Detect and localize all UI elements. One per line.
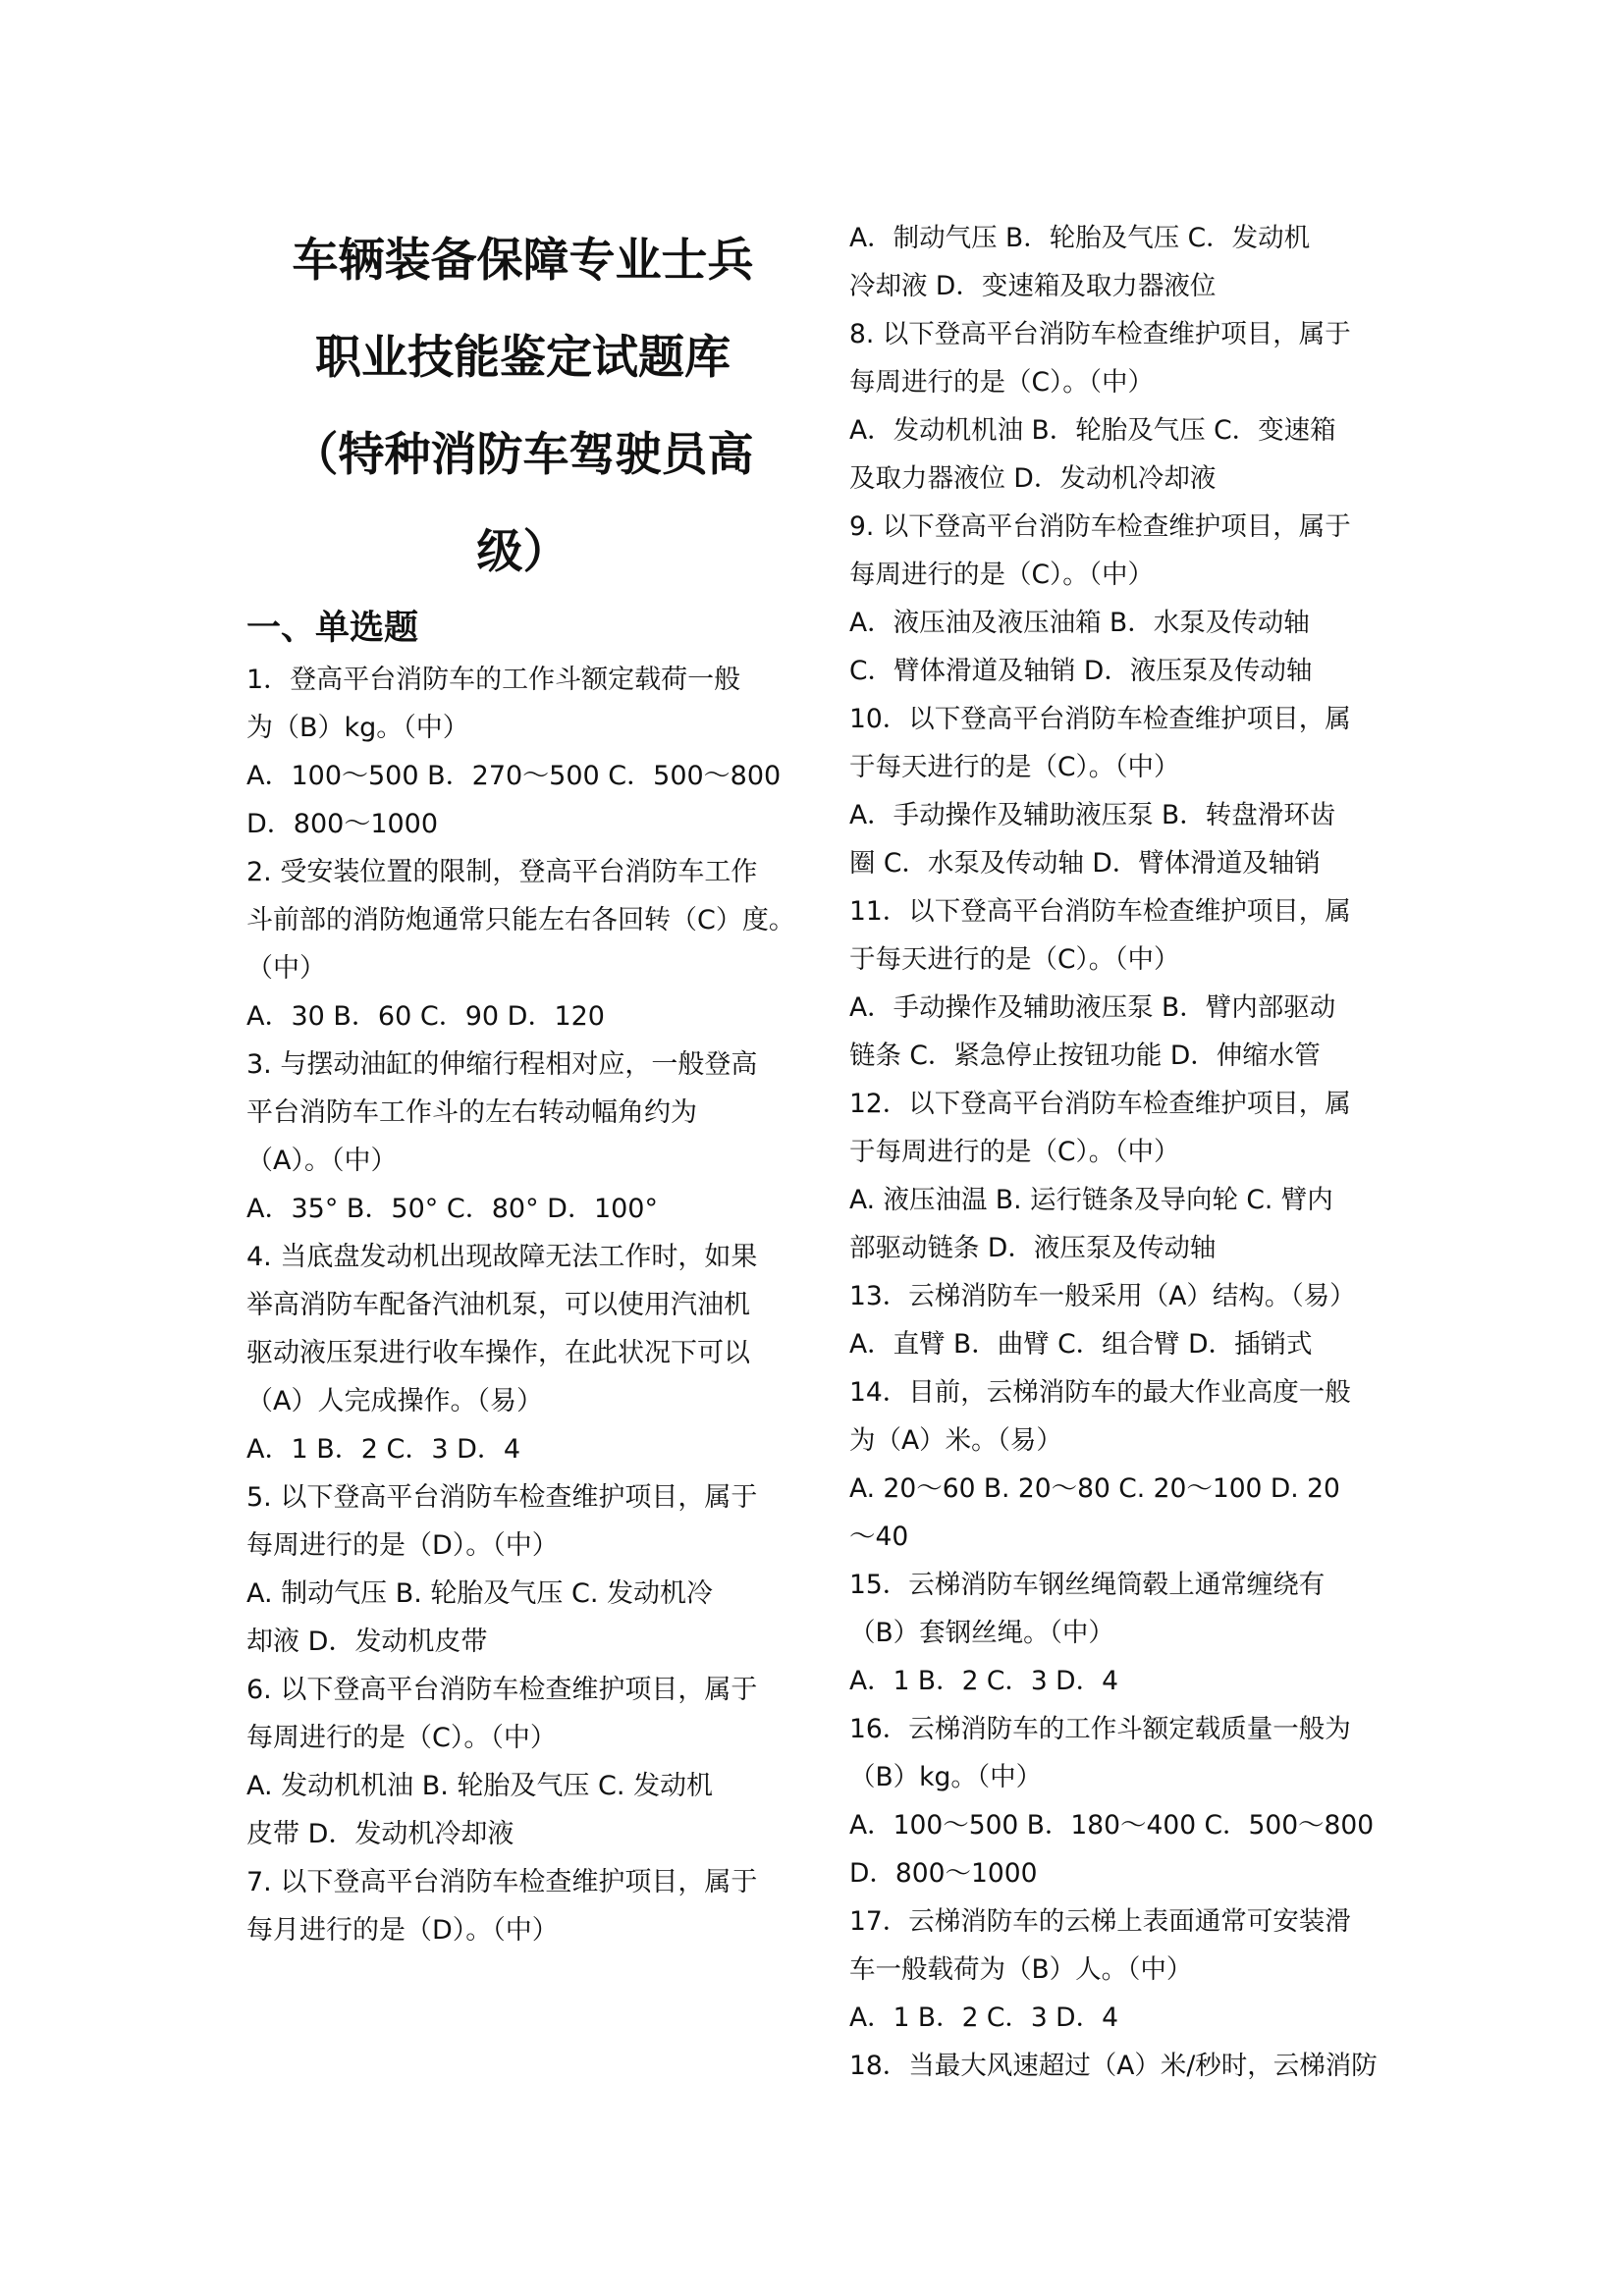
question-text-line: 皮带 D．发动机冷却液 bbox=[246, 1819, 514, 1849]
question-text-line: A．液压油及液压油箱 B．水泵及传动轴 bbox=[849, 608, 1310, 638]
question-text-line: 每周进行的是（C）。（中） bbox=[849, 367, 1155, 398]
question-text-line: A. 20～60 B. 20～80 C. 20～100 D. 20 bbox=[849, 1473, 1340, 1504]
question-text-line: 15．云梯消防车钢丝绳筒毂上通常缠绕有 bbox=[849, 1570, 1326, 1600]
question-text-line: 为（B）kg。（中） bbox=[246, 713, 469, 743]
title-line-3: （特种消防车驾驶员高 bbox=[292, 428, 754, 482]
question-text-line: 每周进行的是（D）。（中） bbox=[246, 1530, 559, 1561]
title-line-1: 车辆装备保障专业士兵 bbox=[292, 234, 754, 288]
question-text-line: A．1 B．2 C．3 D．4 bbox=[246, 1434, 521, 1465]
question-text-line: 驱动液压泵进行收车操作，在此状况下可以 bbox=[246, 1338, 750, 1368]
question-text-line: A．直臂 B．曲臂 C．组合臂 D．插销式 bbox=[849, 1329, 1313, 1360]
question-text-line: A．1 B．2 C．3 D．4 bbox=[849, 2002, 1118, 2033]
question-text-line: A．制动气压 B．轮胎及气压 C．发动机 bbox=[849, 223, 1311, 253]
question-text-line: A．发动机机油 B．轮胎及气压 C．变速箱 bbox=[849, 415, 1336, 446]
question-text-line: 举高消防车配备汽油机泵，可以使用汽油机 bbox=[246, 1290, 750, 1320]
question-text-line: （A）人完成操作。（易） bbox=[246, 1386, 543, 1416]
question-text-line: 每周进行的是（C）。（中） bbox=[849, 560, 1155, 590]
question-text-line: D．800～1000 bbox=[246, 809, 439, 839]
question-text-line: 2. 受安装位置的限制，登高平台消防车工作 bbox=[246, 857, 758, 887]
question-text-line: （B）kg。（中） bbox=[849, 1762, 1043, 1792]
question-text-line: 8. 以下登高平台消防车检查维护项目，属于 bbox=[849, 319, 1351, 349]
left-column bbox=[246, 214, 799, 1954]
question-text-line: 17．云梯消防车的云梯上表面通常可安装滑 bbox=[849, 1906, 1351, 1937]
question-text-line: 斗前部的消防炮通常只能左右各回转（C）度。 bbox=[246, 905, 795, 935]
question-text-line: ～40 bbox=[849, 1522, 909, 1552]
question-text-line: 1．登高平台消防车的工作斗额定载荷一般 bbox=[246, 665, 741, 695]
question-text-line: C．臂体滑道及轴销 D．液压泵及传动轴 bbox=[849, 656, 1313, 686]
question-text-line: 及取力器液位 D．发动机冷却液 bbox=[849, 463, 1217, 494]
question-text-line: 圈 C．水泵及传动轴 D．臂体滑道及轴销 bbox=[849, 848, 1321, 879]
question-text-line: 11．以下登高平台消防车检查维护项目，属 bbox=[849, 896, 1351, 927]
question-text-line: 却液 D．发动机皮带 bbox=[246, 1627, 488, 1657]
left-question-list bbox=[246, 656, 799, 1954]
right-column bbox=[849, 214, 1389, 2090]
question-text-line: A．30 B．60 C．90 D．120 bbox=[246, 1001, 605, 1032]
question-text-line: 9. 以下登高平台消防车检查维护项目，属于 bbox=[849, 511, 1351, 542]
question-text-line: A．手动操作及辅助液压泵 B．臂内部驱动 bbox=[849, 992, 1336, 1023]
question-text-line: A. 制动气压 B. 轮胎及气压 C. 发动机冷 bbox=[246, 1578, 714, 1609]
title-line-2: 职业技能鉴定试题库 bbox=[315, 331, 731, 385]
question-text-line: 于每天进行的是（C）。（中） bbox=[849, 752, 1180, 782]
question-text-line: 每月进行的是（D）。（中） bbox=[246, 1915, 559, 1946]
question-text-line: 每周进行的是（C）。（中） bbox=[246, 1723, 557, 1753]
question-text-line: 4. 当底盘发动机出现故障无法工作时，如果 bbox=[246, 1242, 758, 1272]
question-text-line: 冷却液 D．变速箱及取力器液位 bbox=[849, 271, 1217, 301]
question-text-line: A．手动操作及辅助液压泵 B．转盘滑环齿 bbox=[849, 800, 1336, 830]
question-text-line: 链条 C．紧急停止按钮功能 D．伸缩水管 bbox=[849, 1041, 1321, 1071]
question-text-line: A．100～500 B．180～400 C．500～800 bbox=[849, 1810, 1375, 1841]
question-text-line: A．35° B．50° C．80° D．100° bbox=[246, 1194, 658, 1224]
question-text-line: A．100～500 B．270～500 C．500～800 bbox=[246, 761, 782, 791]
question-text-line: A. 液压油温 B. 运行链条及导向轮 C. 臂内 bbox=[849, 1185, 1333, 1215]
right-question-list bbox=[849, 214, 1389, 2090]
question-text-line: （中） bbox=[246, 953, 326, 984]
question-text-line: 5. 以下登高平台消防车检查维护项目，属于 bbox=[246, 1482, 758, 1513]
question-text-line: A. 发动机机油 B. 轮胎及气压 C. 发动机 bbox=[246, 1771, 714, 1801]
question-text-line: 平台消防车工作斗的左右转动幅角约为 bbox=[246, 1097, 697, 1128]
title-line-4: 级） bbox=[476, 525, 569, 579]
question-text-line: 16．云梯消防车的工作斗额定载质量一般为 bbox=[849, 1714, 1351, 1744]
question-text-line: 6. 以下登高平台消防车检查维护项目，属于 bbox=[246, 1675, 758, 1705]
question-text-line: 14．目前，云梯消防车的最大作业高度一般 bbox=[849, 1377, 1351, 1408]
question-text-line: 于每周进行的是（C）。（中） bbox=[849, 1137, 1180, 1167]
question-text-line: 18．当最大风速超过（A）米/秒时，云梯消防 bbox=[849, 2051, 1378, 2081]
question-text-line: D．800～1000 bbox=[849, 1858, 1038, 1889]
question-text-line: 车一般载荷为（B）人。（中） bbox=[849, 1954, 1193, 1985]
question-text-line: 12．以下登高平台消防车检查维护项目，属 bbox=[849, 1089, 1351, 1119]
question-text-line: （A）。（中） bbox=[246, 1146, 398, 1176]
question-text-line: （B）套钢丝绳。（中） bbox=[849, 1618, 1114, 1648]
question-text-line: 部驱动链条 D．液压泵及传动轴 bbox=[849, 1233, 1217, 1263]
section-heading: 一、单选题 bbox=[246, 609, 419, 648]
question-text-line: 3. 与摆动油缸的伸缩行程相对应，一般登高 bbox=[246, 1049, 758, 1080]
question-text-line: 为（A）米。（易） bbox=[849, 1425, 1062, 1456]
question-text-line: 13．云梯消防车一般采用（A）结构。（易） bbox=[849, 1281, 1356, 1311]
question-text-line: 10．以下登高平台消防车检查维护项目，属 bbox=[849, 704, 1351, 734]
question-text-line: A．1 B．2 C．3 D．4 bbox=[849, 1666, 1118, 1696]
question-text-line: 于每天进行的是（C）。（中） bbox=[849, 944, 1180, 975]
question-text-line: 7. 以下登高平台消防车检查维护项目，属于 bbox=[246, 1867, 758, 1897]
